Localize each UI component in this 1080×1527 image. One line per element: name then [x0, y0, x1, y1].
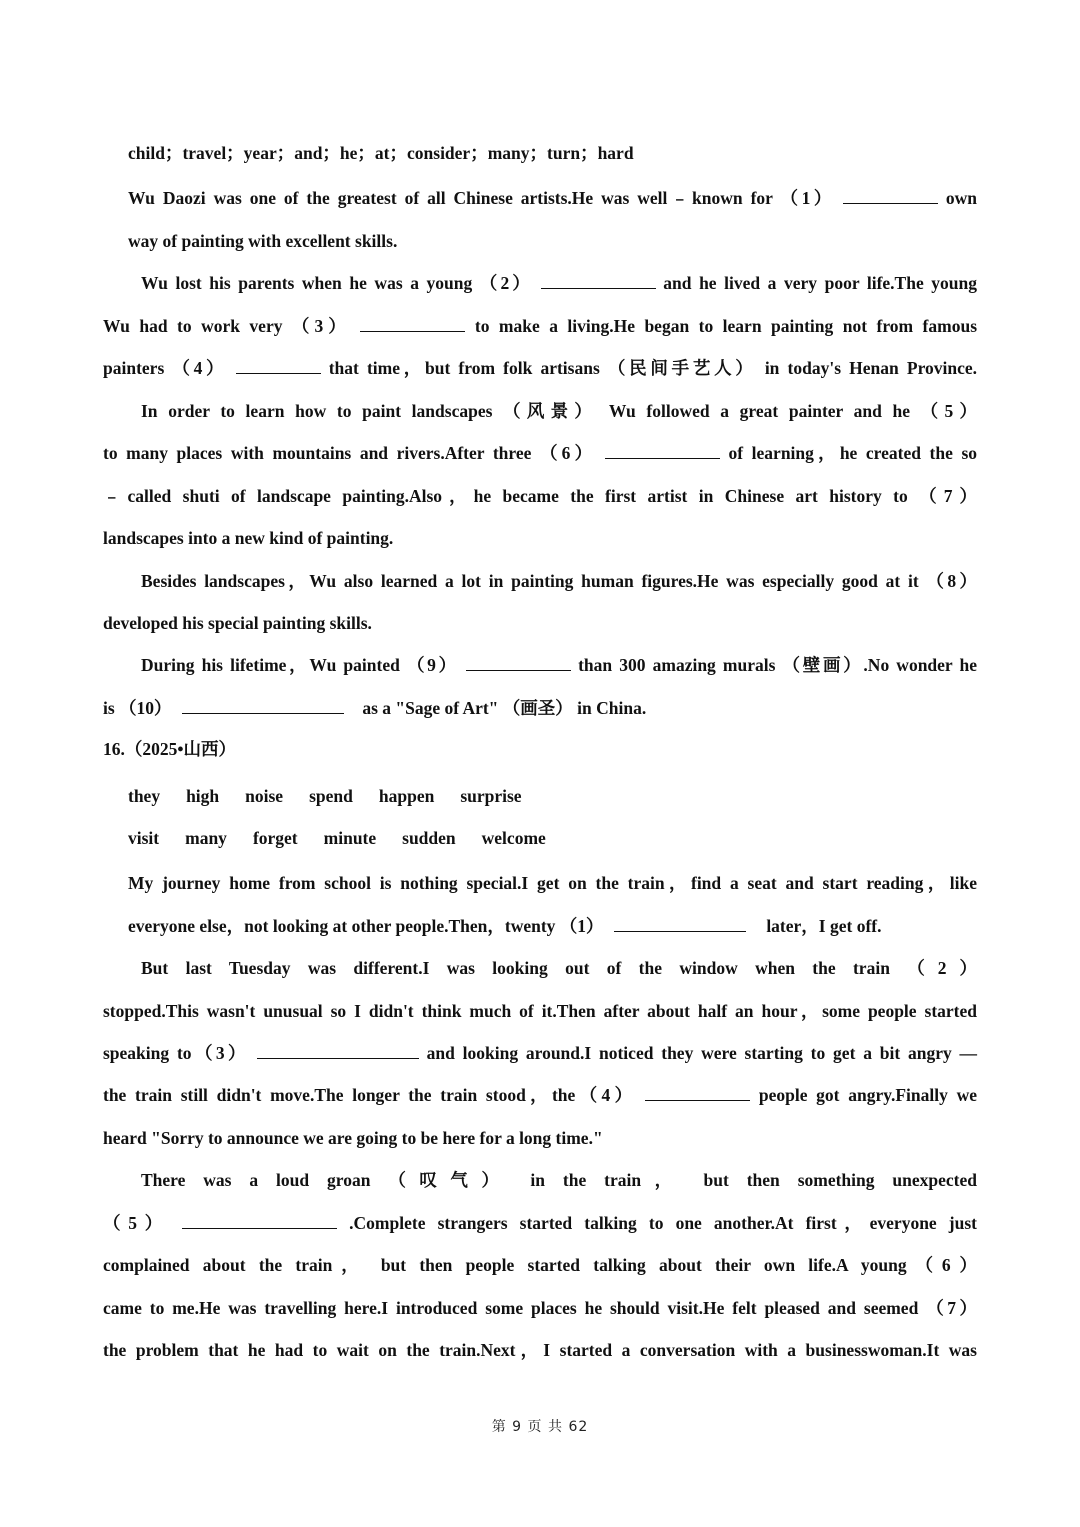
blank-1[interactable] [843, 187, 938, 204]
passage2-line-5: speaking to（3） and looking around.I noticed they were starting to get a bit angry — [103, 1043, 978, 1063]
passage2-line-6: the train still didn't move.The longer the train stood，the（4） people got angry.Finally we [103, 1085, 977, 1105]
blank-p2-4[interactable] [645, 1084, 750, 1101]
passage1-line-3: Wu lost his parents when he was a young （2） and he lived a very poor life.The young [141, 273, 978, 293]
passage1-line-4: Wu had to work very （3） to make a living.He began to learn painting not from famous [103, 316, 978, 336]
passage1-line-5: painters （4） that time，but from folk artisans （民间手艺人） in today's Henan Province. [103, 358, 978, 378]
passage2-line-7: heard "Sorry to announce we are going to be here for a long time." [103, 1128, 603, 1148]
passage2-line-2: everyone else，not looking at other people.Then，twenty （1） later，I get off. [128, 916, 882, 936]
passage1-line-9: landscapes into a new kind of painting. [103, 528, 394, 548]
passage2-line-10: complained about the train， but then people started talking about their own life.A young（6） [103, 1255, 977, 1275]
passage1-line-1: Wu Daozi was one of the greatest of all Chinese artists.He was well﹣known for （1） own [128, 188, 978, 208]
passage1-line-11: developed his special painting skills. [103, 613, 372, 633]
word-bank-row-1: they high noise spend happen surprise [128, 786, 522, 806]
blank-6[interactable] [605, 442, 720, 459]
passage1-line-12: During his lifetime，Wu painted （9） than 300 amazing murals （壁画）.No wonder he [141, 655, 977, 675]
passage1-line-10: Besides landscapes，Wu also learned a lot in painting human figures.He was especially good at it （8） [141, 571, 977, 591]
word-bank-1: child；travel；year；and；he；at；consider；many；turn；hard [128, 143, 634, 163]
passage1-line-7: to many places with mountains and rivers.After three （6） of learning，he created the so [103, 443, 978, 463]
passage2-line-1: My journey home from school is nothing special.I get on the train，find a seat and start reading，like [128, 873, 977, 893]
passage2-line-8: There was a loud groan （叹气） in the train， but then something unexpected [141, 1170, 977, 1190]
blank-10[interactable] [182, 697, 344, 714]
blank-2[interactable] [541, 272, 656, 289]
passage1-line-2: way of painting with excellent skills. [128, 231, 398, 251]
blank-3[interactable] [360, 315, 465, 332]
passage2-line-3: But last Tuesday was different.I was looking out of the window when the train （2） [141, 958, 977, 978]
word-bank-row-2: visit many forget minute sudden welcome [128, 828, 546, 848]
question-heading: 16.（2025•山西） [103, 739, 237, 759]
passage2-line-9: （5） .Complete strangers started talking to one another.At first，everyone just [103, 1213, 978, 1233]
passage1-line-8: ﹣called shuti of landscape painting.Also，he became the first artist in Chinese art history to （7） [103, 486, 977, 506]
passage1-line-6: In order to learn how to paint landscapes （风景） Wu followed a great painter and he （5） [141, 401, 977, 421]
blank-9[interactable] [466, 654, 571, 671]
passage2-line-4: stopped.This wasn't unusual so I didn't think much of it.Then after about half an hour，some people started [103, 1001, 977, 1021]
blank-4[interactable] [236, 357, 321, 374]
passage2-line-12: the problem that he had to wait on the train.Next，I started a conversation with a businesswoman.It was [103, 1340, 977, 1360]
page-footer: 第 9 页 共 62 [491, 1419, 589, 1435]
blank-p2-5[interactable] [182, 1212, 337, 1229]
passage2-line-11: came to me.He was travelling here.I introduced some places he should visit.He felt pleased and seemed （7） [103, 1298, 977, 1318]
passage1-line-13: is （10） as a "Sage of Art" （画圣） in China. [103, 698, 647, 718]
blank-p2-1[interactable] [614, 915, 746, 932]
blank-p2-3[interactable] [257, 1042, 419, 1059]
